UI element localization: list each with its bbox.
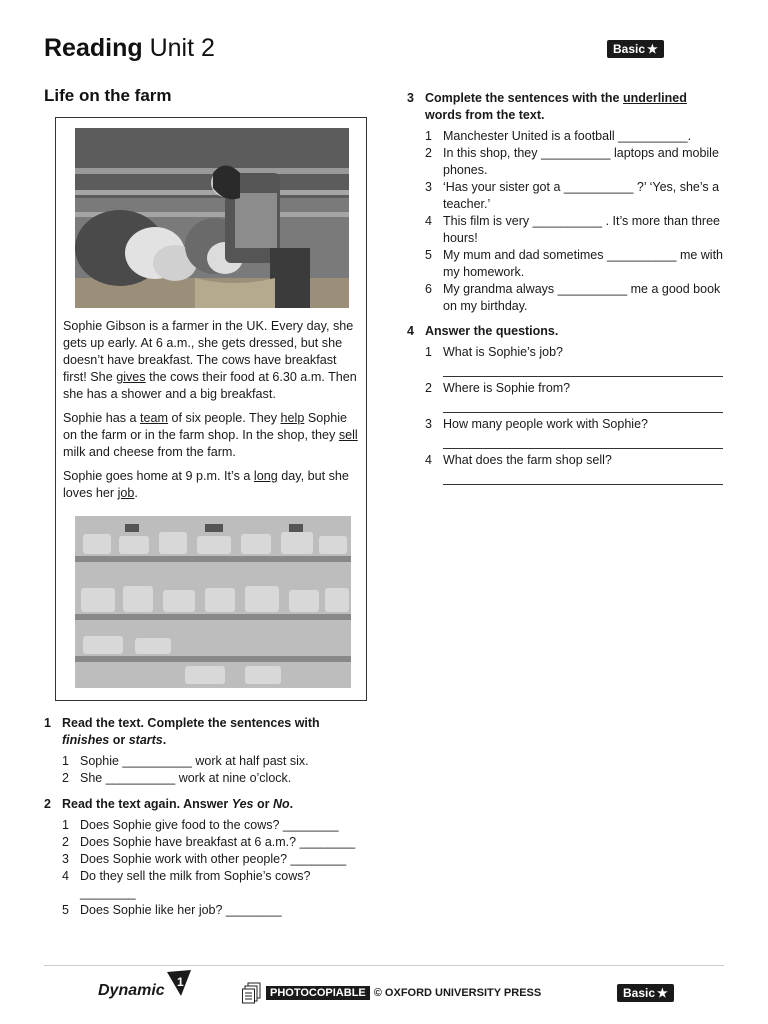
list-item xyxy=(425,380,727,416)
badge-label: Basic xyxy=(613,42,646,56)
text-run: Sophie Gibson is a farmer in the UK. Every day, she gets up early. At 6 a.m., she gets dressed, but she doesn’t have breakfast. The cows have breakfast first! She xyxy=(63,319,354,384)
list-item xyxy=(425,281,727,315)
question-text: This film is very __________ . It’s more than three hours! xyxy=(443,214,720,245)
text-run: milk and cheese from the farm. xyxy=(63,445,236,459)
text-run: . xyxy=(134,486,138,500)
exercise-3-number: 3 xyxy=(407,91,414,105)
item-number: 1 xyxy=(62,818,69,832)
footer-badge-label: Basic xyxy=(623,986,656,1000)
farm-shop-shelves-image xyxy=(75,516,351,688)
photocopy-icon xyxy=(242,982,262,1004)
list-item xyxy=(62,902,364,919)
exercise-1-instructions xyxy=(44,715,364,749)
text-run: Sophie has a xyxy=(63,411,141,425)
dynamic-logo-mark xyxy=(163,968,193,1003)
question-text: In this shop, they __________ laptops and mobile phones. xyxy=(443,146,719,177)
dynamic-logo: Dynamic xyxy=(98,982,165,999)
list-item xyxy=(425,247,727,281)
footer-level-badge xyxy=(617,984,674,1002)
item-number: 3 xyxy=(425,180,432,194)
italic-word: starts xyxy=(128,733,163,747)
question-text: Does Sophie have breakfast at 6 a.m.? ________ xyxy=(80,835,356,849)
item-number: 4 xyxy=(425,453,432,467)
text-run: words from the text. xyxy=(425,108,545,122)
logo-number: 1 xyxy=(177,975,184,989)
underlined-word: long xyxy=(253,469,278,483)
title-bold: Reading xyxy=(44,34,143,62)
list-item xyxy=(425,145,727,179)
item-text xyxy=(80,770,364,787)
item-text xyxy=(80,868,364,902)
list-item xyxy=(62,868,364,902)
answer-line[interactable] xyxy=(443,433,723,449)
item-number: 1 xyxy=(425,345,432,359)
list-item xyxy=(425,416,727,452)
question-text: My grandma always __________ me a good book on my birthday. xyxy=(443,282,721,313)
text-run: Sophie on the farm or in the farm shop. In the shop, they xyxy=(63,411,348,442)
underlined-word: sell xyxy=(338,428,358,442)
item-text xyxy=(443,247,727,281)
exercise-3-heading xyxy=(425,90,727,124)
question-text: What is Sophie’s job? xyxy=(443,345,563,359)
list-item xyxy=(425,452,727,488)
exercise-1-number: 1 xyxy=(44,716,51,730)
item-text xyxy=(443,179,727,213)
story-paragraph-2 xyxy=(63,410,361,461)
list-item xyxy=(62,851,364,868)
question-text: Does Sophie give food to the cows? ________ xyxy=(80,818,339,832)
shop-photo xyxy=(75,516,351,688)
question-text: Does Sophie like her job? ________ xyxy=(80,903,282,917)
item-text xyxy=(443,380,727,416)
title-rest: Unit 2 xyxy=(142,34,215,62)
text-run: Read the text again. Answer xyxy=(62,797,232,811)
list-item xyxy=(62,817,364,834)
exercise-2-items xyxy=(62,817,364,919)
item-number: 2 xyxy=(425,381,432,395)
item-number: 6 xyxy=(425,282,432,296)
exercise-1-items xyxy=(62,753,364,787)
item-text xyxy=(80,834,364,851)
exercise-4-number: 4 xyxy=(407,324,414,338)
item-text xyxy=(80,851,364,868)
exercise-3 xyxy=(407,90,727,315)
exercise-4-heading xyxy=(425,323,558,340)
exercise-3-instructions xyxy=(407,90,727,124)
question-text: Sophie __________ work at half past six. xyxy=(80,754,309,768)
text-run: . xyxy=(162,733,167,747)
reading-textbox xyxy=(55,117,367,701)
farmer-photo xyxy=(75,128,349,308)
italic-word: finishes xyxy=(62,733,110,747)
exercise-1 xyxy=(44,715,364,787)
text-run: day, but she loves her xyxy=(63,469,349,500)
text-run: the cows their food at 6.30 a.m. Then she has a shower and a big breakfast. xyxy=(63,370,357,401)
exercise-2 xyxy=(44,796,364,919)
item-text xyxy=(443,145,727,179)
text-run: Read the text. Complete the sentences with xyxy=(62,716,320,730)
item-text xyxy=(443,281,727,315)
question-text: How many people work with Sophie? xyxy=(443,417,648,431)
story-text xyxy=(63,318,361,509)
item-number: 1 xyxy=(425,129,432,143)
footer-star-icon: ★ xyxy=(657,986,668,1000)
question-text: Do they sell the milk from Sophie’s cows? ________ xyxy=(80,869,311,900)
answer-line[interactable] xyxy=(443,361,723,377)
story-paragraph-1 xyxy=(63,318,361,403)
reading-subtitle: Life on the farm xyxy=(44,86,172,105)
underlined-word: job xyxy=(117,486,135,500)
item-number: 1 xyxy=(62,754,69,768)
text-run: Complete the sentences with the xyxy=(425,91,623,105)
exercise-4 xyxy=(407,323,727,488)
exercise-4-items xyxy=(425,344,727,488)
exercise-3-items xyxy=(425,128,727,315)
answer-line[interactable] xyxy=(443,397,723,413)
item-text xyxy=(443,344,727,380)
item-number: 5 xyxy=(62,903,69,917)
text-run: Answer the questions. xyxy=(425,324,559,338)
photocopiable-label: PHOTOCOPIABLE xyxy=(266,986,370,1000)
item-number: 4 xyxy=(62,869,69,883)
text-run: . xyxy=(289,797,294,811)
item-text xyxy=(443,416,727,452)
list-item xyxy=(62,834,364,851)
page-title xyxy=(44,34,215,63)
list-item xyxy=(62,753,364,770)
item-text xyxy=(443,128,727,145)
item-number: 5 xyxy=(425,248,432,262)
item-text xyxy=(443,452,727,488)
question-text: Manchester United is a football __________. xyxy=(443,129,692,143)
italic-word: Yes xyxy=(231,797,254,811)
item-number: 2 xyxy=(425,146,432,160)
list-item xyxy=(62,770,364,787)
item-number: 4 xyxy=(425,214,432,228)
question-text: Where is Sophie from? xyxy=(443,381,571,395)
italic-word: No xyxy=(272,797,290,811)
question-text: ‘Has your sister got a __________ ?’ ‘Yes, she’s a teacher.’ xyxy=(443,180,720,211)
list-item xyxy=(425,128,727,145)
exercise-2-heading xyxy=(62,796,293,813)
list-item xyxy=(425,344,727,380)
footer-divider xyxy=(44,965,724,966)
level-badge xyxy=(607,40,664,58)
list-item xyxy=(425,213,727,247)
farmer-with-cows-image xyxy=(75,128,349,308)
item-text xyxy=(80,902,364,919)
photocopiable-notice xyxy=(242,982,541,1004)
question-text: What does the farm shop sell? xyxy=(443,453,612,467)
question-text: My mum and dad sometimes __________ me with my homework. xyxy=(443,248,724,279)
underlined-word: gives xyxy=(116,370,146,384)
star-icon: ★ xyxy=(647,42,658,56)
list-item xyxy=(425,179,727,213)
item-number: 2 xyxy=(62,835,69,849)
item-number: 2 xyxy=(62,771,69,785)
exercise-1-heading xyxy=(62,715,364,749)
answer-line[interactable] xyxy=(443,469,723,485)
text-run: of six people. They xyxy=(168,411,281,425)
exercise-2-number: 2 xyxy=(44,797,51,811)
text-run: Sophie goes home at 9 p.m. It’s a xyxy=(63,469,254,483)
exercise-4-instructions xyxy=(407,323,727,340)
story-paragraph-3 xyxy=(63,468,361,502)
exercise-2-instructions xyxy=(44,796,364,813)
underlined-word: underlined xyxy=(622,91,687,105)
item-text xyxy=(80,817,364,834)
item-number: 3 xyxy=(425,417,432,431)
question-text: Does Sophie work with other people? ________ xyxy=(80,852,347,866)
underlined-word: help xyxy=(280,411,305,425)
question-text: She __________ work at nine o’clock. xyxy=(80,771,292,785)
publisher-label: © OXFORD UNIVERSITY PRESS xyxy=(373,987,542,999)
item-number: 3 xyxy=(62,852,69,866)
item-text xyxy=(80,753,364,770)
logo-flag-icon xyxy=(163,968,193,998)
underlined-word: team xyxy=(140,411,169,425)
text-run: or xyxy=(253,797,273,811)
item-text xyxy=(443,213,727,247)
text-run: or xyxy=(109,733,129,747)
